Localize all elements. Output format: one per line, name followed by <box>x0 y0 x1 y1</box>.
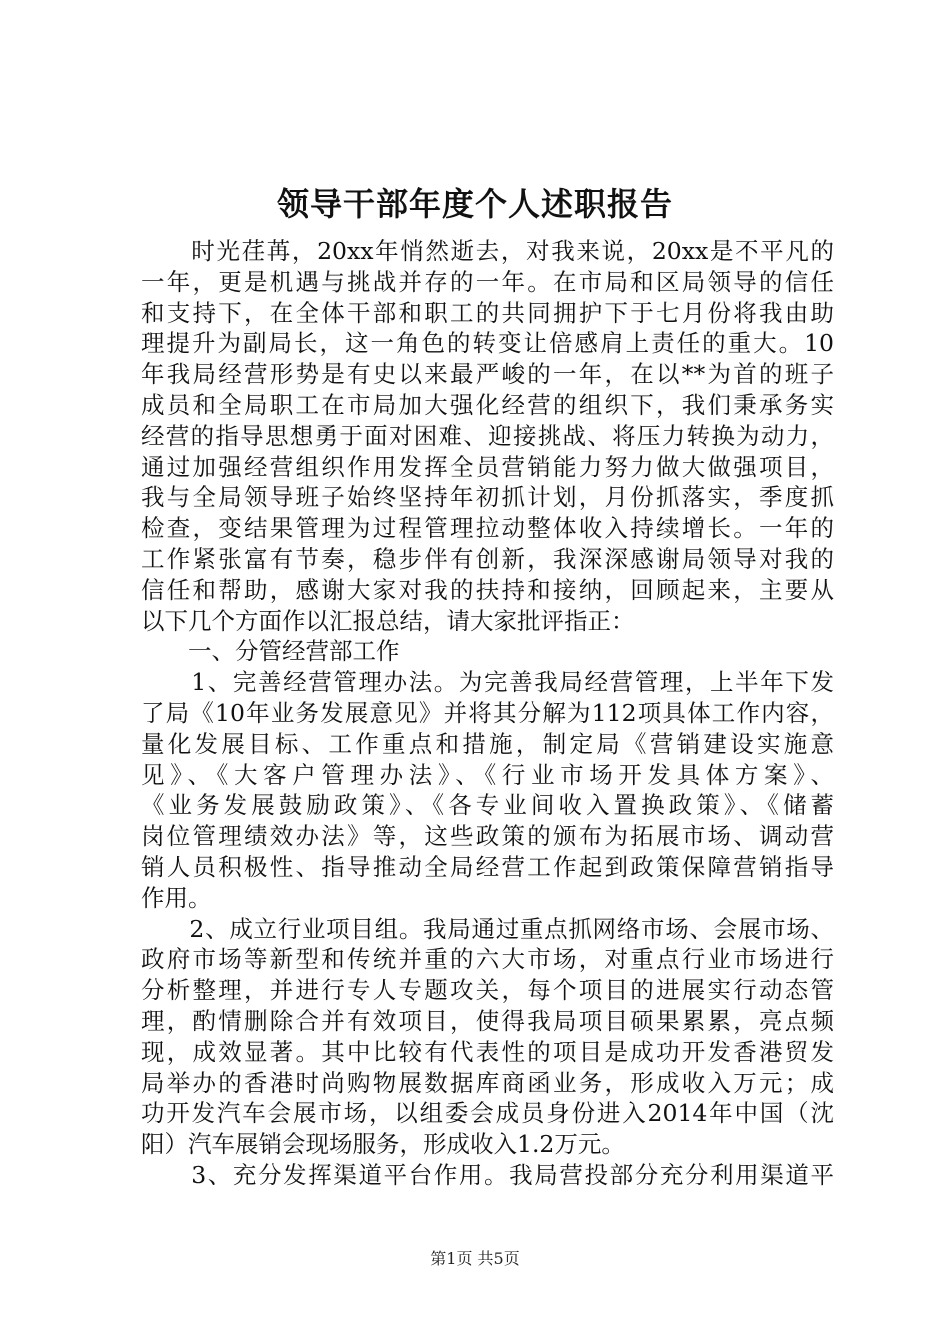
body-text-line: 局举办的香港时尚购物展数据库商函业务，形成收入万元；成 <box>141 1068 834 1097</box>
body-text-line: 一年，更是机遇与挑战并存的一年。在市局和区局领导的信任 <box>141 267 834 296</box>
body-text-line: 岗位管理绩效办法》等，这些政策的颁布为拓展市场、调动营 <box>141 822 834 851</box>
body-text-line: 量化发展目标、工作重点和措施，制定局《营销建设实施意 <box>141 729 834 758</box>
body-text-line: 功开发汽车会展市场，以组委会成员身份进入2014年中国（沈 <box>141 1099 834 1128</box>
body-text-line: 信任和帮助，感谢大家对我的扶持和接纳，回顾起来，主要从 <box>141 575 834 604</box>
document-body <box>141 236 834 1191</box>
body-text-line: 3、充分发挥渠道平台作用。我局营投部分充分利用渠道平 <box>141 1160 834 1189</box>
body-text-line: 2、成立行业项目组。我局通过重点抓网络市场、会展市场、 <box>141 914 834 943</box>
body-text-line: 见》、《大客户管理办法》、《行业市场开发具体方案》、 <box>141 760 834 789</box>
body-text-line: 政府市场等新型和传统并重的六大市场，对重点行业市场进行 <box>141 945 834 974</box>
body-text-line: 理，酌情删除合并有效项目，使得我局项目硕果累累，亮点频 <box>141 1006 834 1035</box>
body-text-line: 销人员积极性、指导推动全局经营工作起到政策保障营销指导 <box>141 852 834 881</box>
body-text-line: 通过加强经营组织作用发挥全员营销能力努力做大做强项目， <box>141 452 834 481</box>
body-text-line: 经营的指导思想勇于面对困难、迎接挑战、将压力转换为动力， <box>141 421 834 450</box>
body-text-line: 检查，变结果管理为过程管理拉动整体收入持续增长。一年的 <box>141 514 834 543</box>
body-text-line: 成员和全局职工在市局加大强化经营的组织下，我们秉承务实 <box>141 390 834 419</box>
body-text-line: 以下几个方面作以汇报总结，请大家批评指正： <box>141 606 635 635</box>
body-text-line: 年我局经营形势是有史以来最严峻的一年，在以**为首的班子 <box>141 360 834 389</box>
body-text-line: 和支持下，在全体干部和职工的共同拥护下于七月份将我由助 <box>141 298 834 327</box>
body-text-line: 时光荏苒，20xx年悄然逝去，对我来说，20xx是不平凡的 <box>141 237 834 265</box>
body-text-line: 阳）汽车展销会现场服务，形成收入1.2万元。 <box>141 1130 625 1159</box>
document-title: 领导干部年度个人述职报告 <box>276 185 673 223</box>
body-text-line: 一、分管经营部工作 <box>141 637 400 666</box>
body-text-line: 1、完善经营管理办法。为完善我局经营管理，上半年下发 <box>141 668 834 697</box>
body-text-line: 我与全局领导班子始终坚持年初抓计划，月份抓落实，季度抓 <box>141 483 834 512</box>
body-text-line: 分析整理，并进行专人专题攻关，每个项目的进展实行动态管 <box>141 976 834 1005</box>
body-text-line: 作用。 <box>141 883 212 912</box>
body-text-line: 《业务发展鼓励政策》、《各专业间收入置换政策》、《储蓄 <box>141 791 834 820</box>
body-text-line: 理提升为副局长，这一角色的转变让倍感肩上责任的重大。10 <box>141 329 834 358</box>
body-text-line: 工作紧张富有节奏，稳步伴有创新，我深深感谢局领导对我的 <box>141 544 834 573</box>
body-text-line: 了局《10年业务发展意见》并将其分解为112项具体工作内容， <box>141 698 834 727</box>
page-footer: 第1页 共5页 <box>430 1249 520 1268</box>
body-text-line: 现，成效显著。其中比较有代表性的项目是成功开发香港贸发 <box>141 1037 834 1066</box>
